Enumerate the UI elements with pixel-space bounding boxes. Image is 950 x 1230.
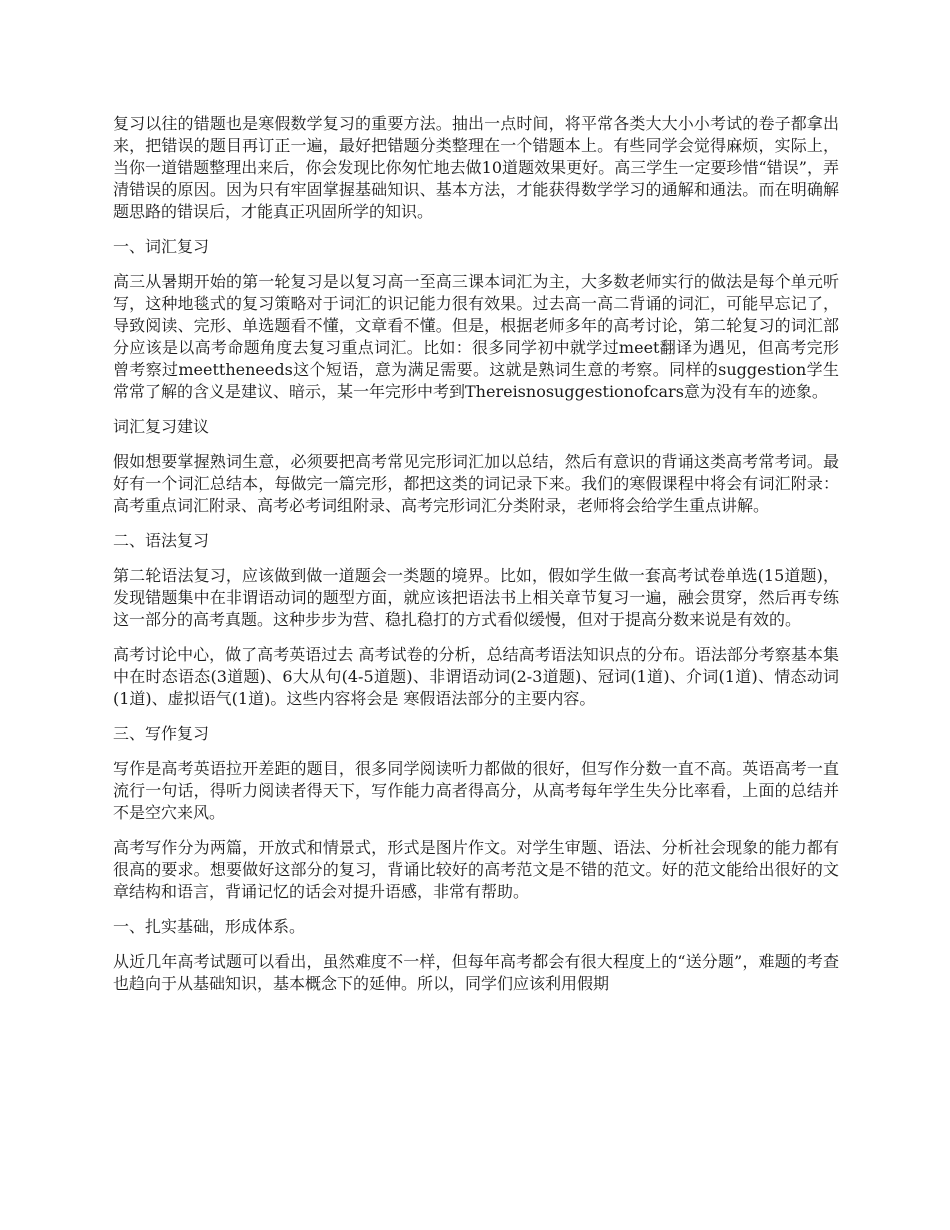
paragraph-writing-review: 写作是高考英语拉开差距的题目，很多同学阅读听力都做的很好，但写作分数一直不高。英语高考一直流行一句话，得听力阅读者得天下，写作能力高者得高分，从高考每年学生失分比率看，上面的总结并不是空穴来风。 xyxy=(113,759,839,822)
paragraph-vocabulary-review: 高三从暑期开始的第一轮复习是以复习高一至高三课本词汇为主，大多数老师实行的做法是每个单元听写，这种地毯式的复习策略对于词汇的识记能力很有效果。过去高一高二背诵的词汇，可能早忘记了，导致阅读、完形、单选题看不懂，文章看不懂。但是，根据老师多年的高考讨论，第二轮复习的词汇部分应该是以高考命题角度去复习重点词汇。比如：很多同学初中就学过meet翻译为遇见，但高考完形曾考察过meettheneeds这个短语，意为满足需要。这就是熟词生意的考察。同样的suggestion学生常常了解的含义是建议、暗示，某一年完形中考到Thereisnosuggestionofcars意为没有车的迹象。 xyxy=(113,272,839,401)
paragraph-writing-format: 高考写作分为两篇，开放式和情景式，形式是图片作文。对学生审题、语法、分析社会现象的能力都有很高的要求。想要做好这部分的复习，背诵比较好的高考范文是不错的范文。好的范文能给出很好的文章结构和语言，背诵记忆的话会对提升语感，非常有帮助。 xyxy=(113,838,839,901)
paragraph-grammar-review: 第二轮语法复习，应该做到做一道题会一类题的境界。比如，假如学生做一套高考试卷单选(15道题)，发现错题集中在非谓语动词的题型方面，就应该把语法书上相关章节复习一遍，融会贯穿，然后再专练这一部分的高考真题。这种步步为营、稳扎稳打的方式看似缓慢，但对于提高分数来说是有效的。 xyxy=(113,566,839,629)
paragraph-grammar-distribution: 高考讨论中心，做了高考英语过去 高考试卷的分析，总结高考语法知识点的分布。语法部分考察基本集中在时态语态(3道题)、6大从句(4-5道题)、非谓语动词(2-3道题)、冠词(1道)、介词(1道)、情态动词(1道)、虚拟语气(1道)。这些内容将会是 寒假语法部分的主要内容。 xyxy=(113,645,839,708)
heading-vocabulary-review: 一、词汇复习 xyxy=(113,237,210,256)
heading-solid-foundation: 一、扎实基础，形成体系。 xyxy=(113,917,306,936)
heading-grammar-review: 二、语法复习 xyxy=(113,531,210,550)
heading-writing-review: 三、写作复习 xyxy=(113,724,210,743)
paragraph-vocabulary-advice: 假如想要掌握熟词生意，必须要把高考常见完形词汇加以总结，然后有意识的背诵这类高考常考词。最好有一个词汇总结本，每做完一篇完形，都把这类的词记录下来。我们的寒假课程中将会有词汇附录：高考重点词汇附录、高考必考词组附录、高考完形词汇分类附录，老师将会给学生重点讲解。 xyxy=(113,452,839,515)
paragraph-solid-foundation: 从近几年高考试题可以看出，虽然难度不一样，但每年高考都会有很大程度上的“送分题”，难题的考查也趋向于从基础知识，基本概念下的延伸。所以，同学们应该利用假期 xyxy=(113,952,839,993)
document-page xyxy=(113,113,839,1008)
heading-vocabulary-advice: 词汇复习建议 xyxy=(113,417,210,436)
paragraph-error-review: 复习以往的错题也是寒假数学复习的重要方法。抽出一点时间，将平常各类大大小小考试的卷子都拿出来，把错误的题目再订正一遍，最好把错题分类整理在一个错题本上。有些同学会觉得麻烦，实际上，当你一道错题整理出来后，你会发现比你匆忙地去做10道题效果更好。高三学生一定要珍惜“错误”，弄清错误的原因。因为只有牢固掌握基础知识、基本方法，才能获得数学学习的通解和通法。而在明确解题思路的错误后，才能真正巩固所学的知识。 xyxy=(113,114,839,221)
